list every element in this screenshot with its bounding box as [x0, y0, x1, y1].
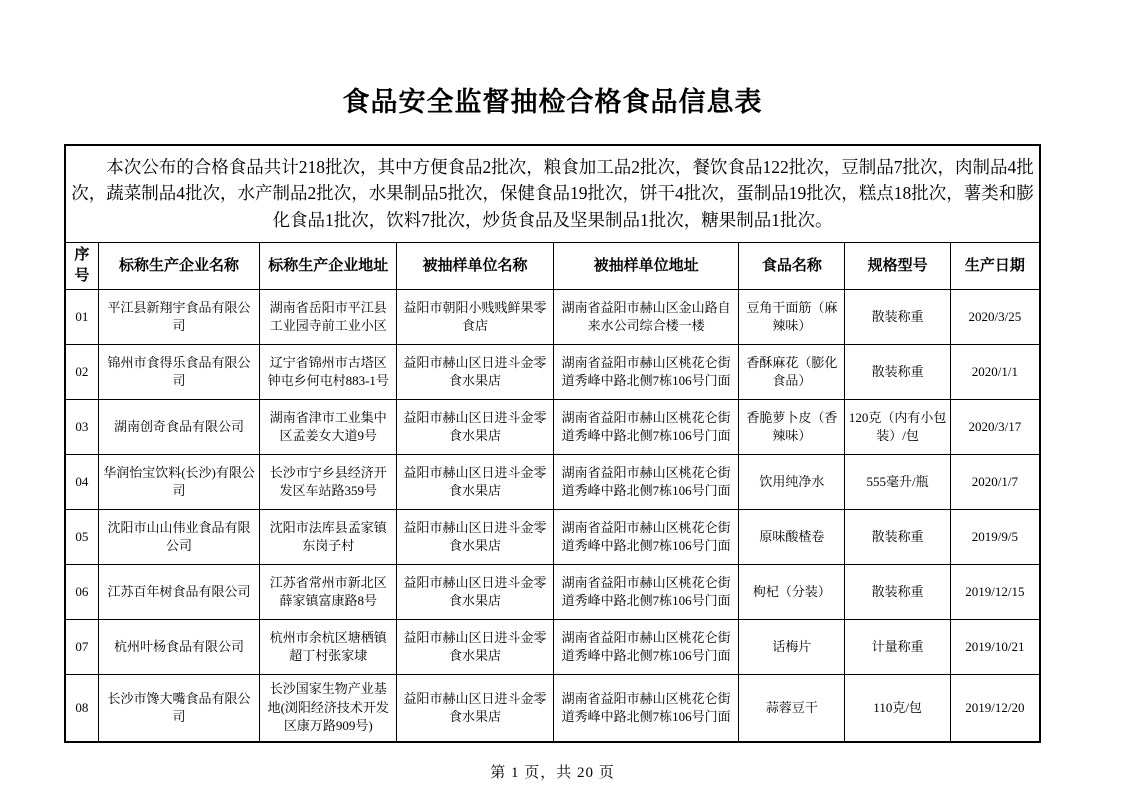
cell-producer-name: 杭州叶杨食品有限公司	[98, 619, 260, 674]
cell-producer-address: 长沙国家生物产业基地(浏阳经济技术开发区康万路909号)	[260, 674, 397, 742]
cell-food-name: 香酥麻花（膨化食品）	[739, 344, 845, 399]
cell-food-name: 枸杞（分装）	[739, 564, 845, 619]
cell-spec: 555毫升/瓶	[845, 454, 950, 509]
summary-paragraph: 本次公布的合格食品共计218批次，其中方便食品2批次，粮食加工品2批次，餐饮食品122批次，豆制品7批次，肉制品4批次，蔬菜制品4批次，水产制品2批次，水果制品5批次，保健食品19批次，饼干4批次，蛋制品19批次，糕点18批次，薯类和膨化食品1批次，饮料7批次，炒货食品及坚果制品1批次，糖果制品1批次。	[65, 145, 1040, 243]
cell-producer-name: 平江县新翔宇食品有限公司	[98, 289, 260, 344]
page-number: 第 1 页，共 20 页	[490, 764, 615, 781]
cell-seq: 07	[65, 619, 98, 674]
table-row	[65, 619, 1040, 674]
cell-producer-name: 锦州市食得乐食品有限公司	[98, 344, 260, 399]
cell-unit-address: 湖南省益阳市赫山区桃花仑街道秀峰中路北侧7栋106号门面	[553, 509, 738, 564]
cell-producer-address: 杭州市余杭区塘栖镇超丁村张家埭	[260, 619, 397, 674]
cell-unit-address: 湖南省益阳市赫山区桃花仑街道秀峰中路北侧7栋106号门面	[553, 619, 738, 674]
cell-food-name: 蒜蓉豆干	[739, 674, 845, 742]
table-header-row	[65, 242, 1040, 289]
table-row	[65, 344, 1040, 399]
cell-seq: 06	[65, 564, 98, 619]
cell-spec: 110克/包	[845, 674, 950, 742]
cell-spec: 散装称重	[845, 289, 950, 344]
table-row	[65, 289, 1040, 344]
cell-producer-address: 长沙市宁乡县经济开发区车站路359号	[260, 454, 397, 509]
cell-unit-name: 益阳市赫山区日进斗金零食水果店	[396, 509, 553, 564]
cell-date: 2020/1/7	[950, 454, 1040, 509]
col-header-seq: 序号	[65, 242, 98, 289]
cell-seq: 02	[65, 344, 98, 399]
col-header-unit-name: 被抽样单位名称	[396, 242, 553, 289]
cell-producer-address: 辽宁省锦州市古塔区钟屯乡何屯村883-1号	[260, 344, 397, 399]
col-header-spec: 规格型号	[845, 242, 950, 289]
cell-food-name: 豆角干面筋（麻辣味）	[739, 289, 845, 344]
cell-date: 2019/9/5	[950, 509, 1040, 564]
summary-row	[65, 145, 1040, 243]
cell-unit-address: 湖南省益阳市赫山区桃花仑街道秀峰中路北侧7栋106号门面	[553, 674, 738, 742]
cell-producer-address: 江苏省常州市新北区薛家镇富康路8号	[260, 564, 397, 619]
cell-unit-name: 益阳市朝阳小贱贱鲜果零食店	[396, 289, 553, 344]
cell-unit-name: 益阳市赫山区日进斗金零食水果店	[396, 619, 553, 674]
col-header-producer-name: 标称生产企业名称	[98, 242, 260, 289]
cell-seq: 01	[65, 289, 98, 344]
cell-unit-name: 益阳市赫山区日进斗金零食水果店	[396, 564, 553, 619]
cell-spec: 散装称重	[845, 509, 950, 564]
cell-unit-address: 湖南省益阳市赫山区桃花仑街道秀峰中路北侧7栋106号门面	[553, 564, 738, 619]
cell-seq: 03	[65, 399, 98, 454]
cell-spec: 120克（内有小包装）/包	[845, 399, 950, 454]
food-info-table	[64, 144, 1041, 743]
cell-unit-address: 湖南省益阳市赫山区桃花仑街道秀峰中路北侧7栋106号门面	[553, 344, 738, 399]
cell-producer-address: 沈阳市法库县孟家镇东岗子村	[260, 509, 397, 564]
cell-producer-name: 长沙市馋大嘴食品有限公司	[98, 674, 260, 742]
table-row	[65, 509, 1040, 564]
cell-seq: 04	[65, 454, 98, 509]
cell-producer-address: 湖南省津市工业集中区孟姜女大道9号	[260, 399, 397, 454]
cell-producer-address: 湖南省岳阳市平江县工业园寺前工业小区	[260, 289, 397, 344]
cell-seq: 05	[65, 509, 98, 564]
cell-date: 2019/12/15	[950, 564, 1040, 619]
cell-spec: 散装称重	[845, 344, 950, 399]
cell-date: 2019/12/20	[950, 674, 1040, 742]
cell-unit-name: 益阳市赫山区日进斗金零食水果店	[396, 454, 553, 509]
cell-date: 2020/3/17	[950, 399, 1040, 454]
cell-unit-address: 湖南省益阳市赫山区桃花仑街道秀峰中路北侧7栋106号门面	[553, 399, 738, 454]
col-header-food-name: 食品名称	[739, 242, 845, 289]
cell-producer-name: 华润怡宝饮料(长沙)有限公司	[98, 454, 260, 509]
cell-spec: 计量称重	[845, 619, 950, 674]
document-page	[64, 0, 1041, 782]
cell-date: 2019/10/21	[950, 619, 1040, 674]
cell-producer-name: 沈阳市山山伟业食品有限公司	[98, 509, 260, 564]
table-row	[65, 674, 1040, 742]
cell-food-name: 饮用纯净水	[739, 454, 845, 509]
table-row	[65, 454, 1040, 509]
cell-producer-name: 湖南创奇食品有限公司	[98, 399, 260, 454]
cell-unit-name: 益阳市赫山区日进斗金零食水果店	[396, 674, 553, 742]
page-title: 食品安全监督抽检合格食品信息表	[342, 87, 763, 117]
col-header-producer-address: 标称生产企业地址	[260, 242, 397, 289]
cell-food-name: 话梅片	[739, 619, 845, 674]
cell-seq: 08	[65, 674, 98, 742]
table-row	[65, 399, 1040, 454]
cell-unit-name: 益阳市赫山区日进斗金零食水果店	[396, 344, 553, 399]
table-row	[65, 564, 1040, 619]
cell-unit-address: 湖南省益阳市赫山区桃花仑街道秀峰中路北侧7栋106号门面	[553, 454, 738, 509]
cell-producer-name: 江苏百年树食品有限公司	[98, 564, 260, 619]
cell-unit-name: 益阳市赫山区日进斗金零食水果店	[396, 399, 553, 454]
col-header-unit-address: 被抽样单位地址	[553, 242, 738, 289]
cell-unit-address: 湖南省益阳市赫山区金山路自来水公司综合楼一楼	[553, 289, 738, 344]
cell-date: 2020/3/25	[950, 289, 1040, 344]
cell-date: 2020/1/1	[950, 344, 1040, 399]
col-header-date: 生产日期	[950, 242, 1040, 289]
cell-food-name: 香脆萝卜皮（香辣味）	[739, 399, 845, 454]
cell-spec: 散装称重	[845, 564, 950, 619]
cell-food-name: 原味酸楂卷	[739, 509, 845, 564]
